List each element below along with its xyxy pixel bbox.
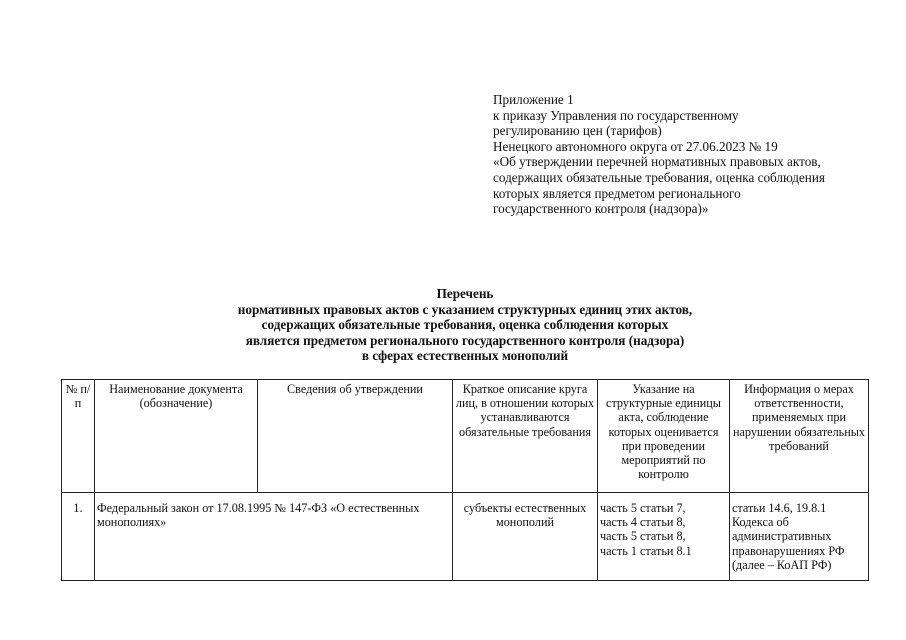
- table-header-row: [62, 380, 869, 493]
- appendix-line: содержащих обязательные требования, оценка соблюдения: [493, 169, 825, 185]
- unit-line: часть 4 статьи 8,: [600, 515, 686, 530]
- cell-subjects: субъекты естественных монополий: [453, 493, 598, 581]
- cell-liability: статьи 14.6, 19.8.1 Кодекса об административных правонарушениях РФ (далее – КоАП РФ): [730, 493, 869, 581]
- appendix-line: к приказу Управления по государственному: [493, 107, 739, 123]
- table-row: [62, 493, 869, 581]
- appendix-line: государственного контроля (надзора)»: [493, 201, 709, 217]
- title-line: в сферах естественных монополий: [361, 348, 569, 363]
- acts-table: [61, 379, 869, 581]
- header-subjects: Краткое описание круга лиц, в отношении которых устанавливаются обязательные требования: [453, 380, 598, 493]
- appendix-line: Ненецкого автономного округа от 27.06.2023 № 19: [493, 138, 778, 154]
- unit-line: часть 1 статьи 8.1: [600, 543, 692, 558]
- appendix-header: [493, 92, 873, 217]
- unit-line: часть 5 статьи 7,: [600, 501, 686, 515]
- header-liability: Информация о мерах ответственности, применяемых при нарушении обязательных требований: [730, 380, 869, 493]
- title-line: является предметом регионального государственного контроля (надзора): [245, 332, 685, 348]
- appendix-line: регулированию цен (тарифов): [493, 123, 662, 139]
- header-num: № п/п: [62, 380, 95, 493]
- header-units: Указание на структурные единицы акта, соблюдение которых оценивается при проведении мероприятий по контролю: [598, 380, 730, 493]
- header-approval: Сведения об утверждении: [258, 380, 453, 493]
- header-name: Наименование документа (обозначение): [95, 380, 258, 493]
- unit-line: часть 5 статьи 8,: [600, 529, 686, 544]
- title-line: нормативных правовых актов с указанием структурных единиц этих актов,: [237, 301, 693, 317]
- cell-num: 1.: [62, 493, 95, 581]
- document-title: [170, 286, 760, 364]
- cell-name: Федеральный закон от 17.08.1995 № 147-ФЗ «О естественных монополиях»: [95, 493, 453, 581]
- cell-units: [598, 493, 730, 581]
- appendix-line: «Об утверждении перечней нормативных правовых актов,: [493, 154, 821, 170]
- title-line: содержащих обязательные требования, оценка соблюдения которых: [261, 317, 669, 332]
- appendix-line: которых является предметом регионального: [493, 185, 741, 201]
- title-line: Перечень: [436, 286, 494, 301]
- appendix-line: Приложение 1: [493, 92, 574, 107]
